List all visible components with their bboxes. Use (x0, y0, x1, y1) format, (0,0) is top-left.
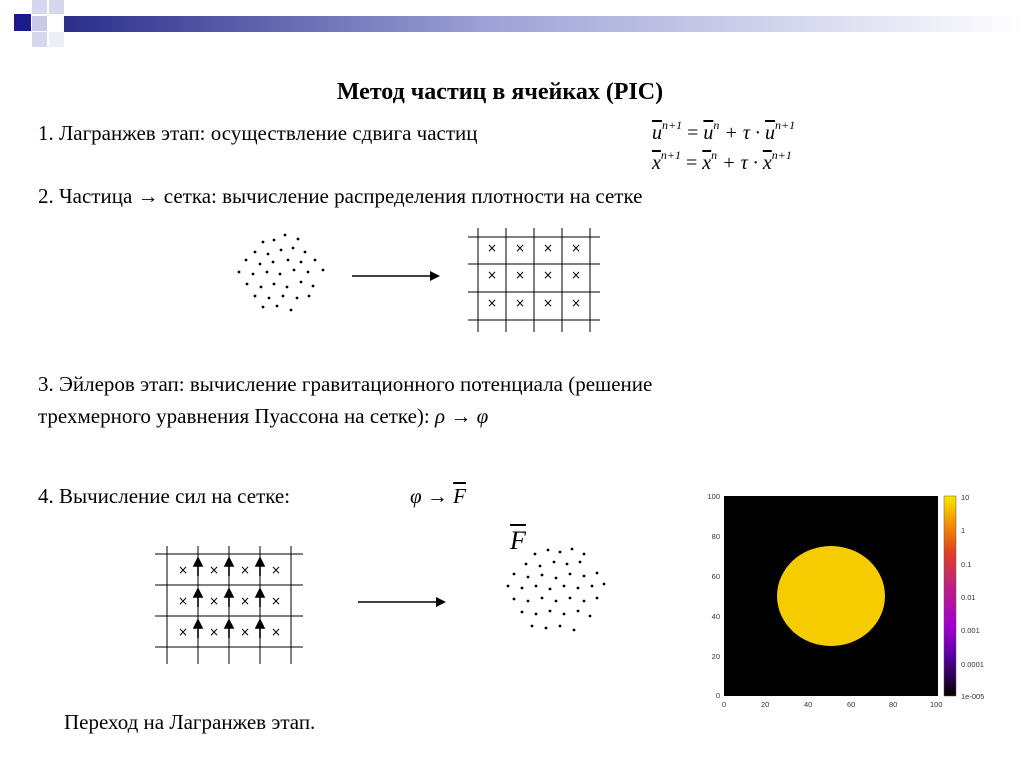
svg-text:×: × (208, 563, 220, 577)
svg-text:×: × (514, 241, 526, 255)
density-grid (468, 228, 608, 338)
force-grid (155, 546, 305, 666)
phi-to-force-formula: $\varphi \to \overline{F}$ (410, 484, 466, 508)
force-label: $\overline{F}$ (510, 526, 526, 555)
colorbar-label: 10 (961, 493, 970, 502)
header-decoration (0, 0, 1024, 60)
svg-text:×: × (177, 563, 189, 577)
x-tick-label: 100 (930, 700, 943, 709)
svg-text:×: × (270, 594, 282, 608)
svg-text:×: × (570, 296, 582, 310)
position-formula: $\overline{x}^{n+1} = \overline{x}^n + \tau \cdot \overline{x}^{n+1}$ (652, 148, 792, 174)
svg-text:×: × (542, 268, 554, 282)
svg-text:×: × (239, 625, 251, 639)
svg-text:×: × (514, 268, 526, 282)
density-disk (777, 546, 885, 646)
svg-text:×: × (542, 241, 554, 255)
step-1-text: 1. Лагранжев этап: осуществление сдвига частиц (38, 121, 478, 145)
svg-text:×: × (270, 625, 282, 639)
x-tick-label: 60 (847, 700, 856, 709)
svg-text:×: × (208, 625, 220, 639)
svg-text:×: × (239, 563, 251, 577)
arrow-right-top (352, 270, 442, 282)
y-tick-label: 80 (711, 532, 720, 541)
svg-text:×: × (177, 625, 189, 639)
svg-text:×: × (177, 594, 189, 608)
y-tick-label: 40 (711, 612, 720, 621)
x-tick-label: 80 (889, 700, 898, 709)
footer-text: Переход на Лагранжев этап. (64, 710, 316, 734)
step-4-text: 4. Вычисление сил на сетке: (38, 484, 291, 508)
colorbar-label: 1e-005 (961, 692, 985, 701)
colorbar-label: 0.1 (961, 560, 972, 569)
y-tick-label: 20 (711, 652, 720, 661)
colorbar-label: 0.0001 (961, 660, 984, 669)
svg-text:×: × (270, 563, 282, 577)
colorbar-label: 0.01 (961, 593, 976, 602)
y-tick-label: 0 (715, 691, 720, 700)
svg-text:×: × (514, 296, 526, 310)
x-tick-label: 40 (804, 700, 813, 709)
step-3-text-line-2: трехмерного уравнения Пуассона на сетке): ρ → φ (38, 404, 489, 428)
particle-cloud-top (233, 232, 333, 312)
colorbar-label: 1 (961, 526, 966, 535)
arrow-right-bottom (358, 596, 448, 608)
x-tick-label: 20 (761, 700, 770, 709)
y-tick-label: 60 (711, 572, 720, 581)
svg-text:×: × (542, 296, 554, 310)
svg-text:×: × (570, 241, 582, 255)
slide-title: Метод частиц в ячейках (PIC) (336, 79, 664, 105)
particle-cloud-bottom (500, 546, 610, 636)
colorbar (944, 496, 956, 696)
step-2-text: 2. Частица → сетка: вычисление распределения плотности на сетке (38, 184, 643, 208)
x-tick-label: 0 (722, 700, 727, 709)
svg-text:×: × (486, 296, 498, 310)
svg-text:×: × (208, 594, 220, 608)
y-tick-label: 100 (707, 492, 720, 501)
density-heatmap (700, 490, 1000, 710)
step-3-text-line-1: 3. Эйлеров этап: вычисление гравитационного потенциала (решение (38, 372, 653, 396)
svg-text:×: × (486, 268, 498, 282)
svg-text:×: × (570, 268, 582, 282)
svg-text:×: × (486, 241, 498, 255)
colorbar-label: 0.001 (961, 626, 980, 635)
velocity-formula: $\overline{u}^{n+1} = \overline{u}^n + \tau \cdot \overline{u}^{n+1}$ (652, 118, 796, 144)
svg-text:×: × (239, 594, 251, 608)
